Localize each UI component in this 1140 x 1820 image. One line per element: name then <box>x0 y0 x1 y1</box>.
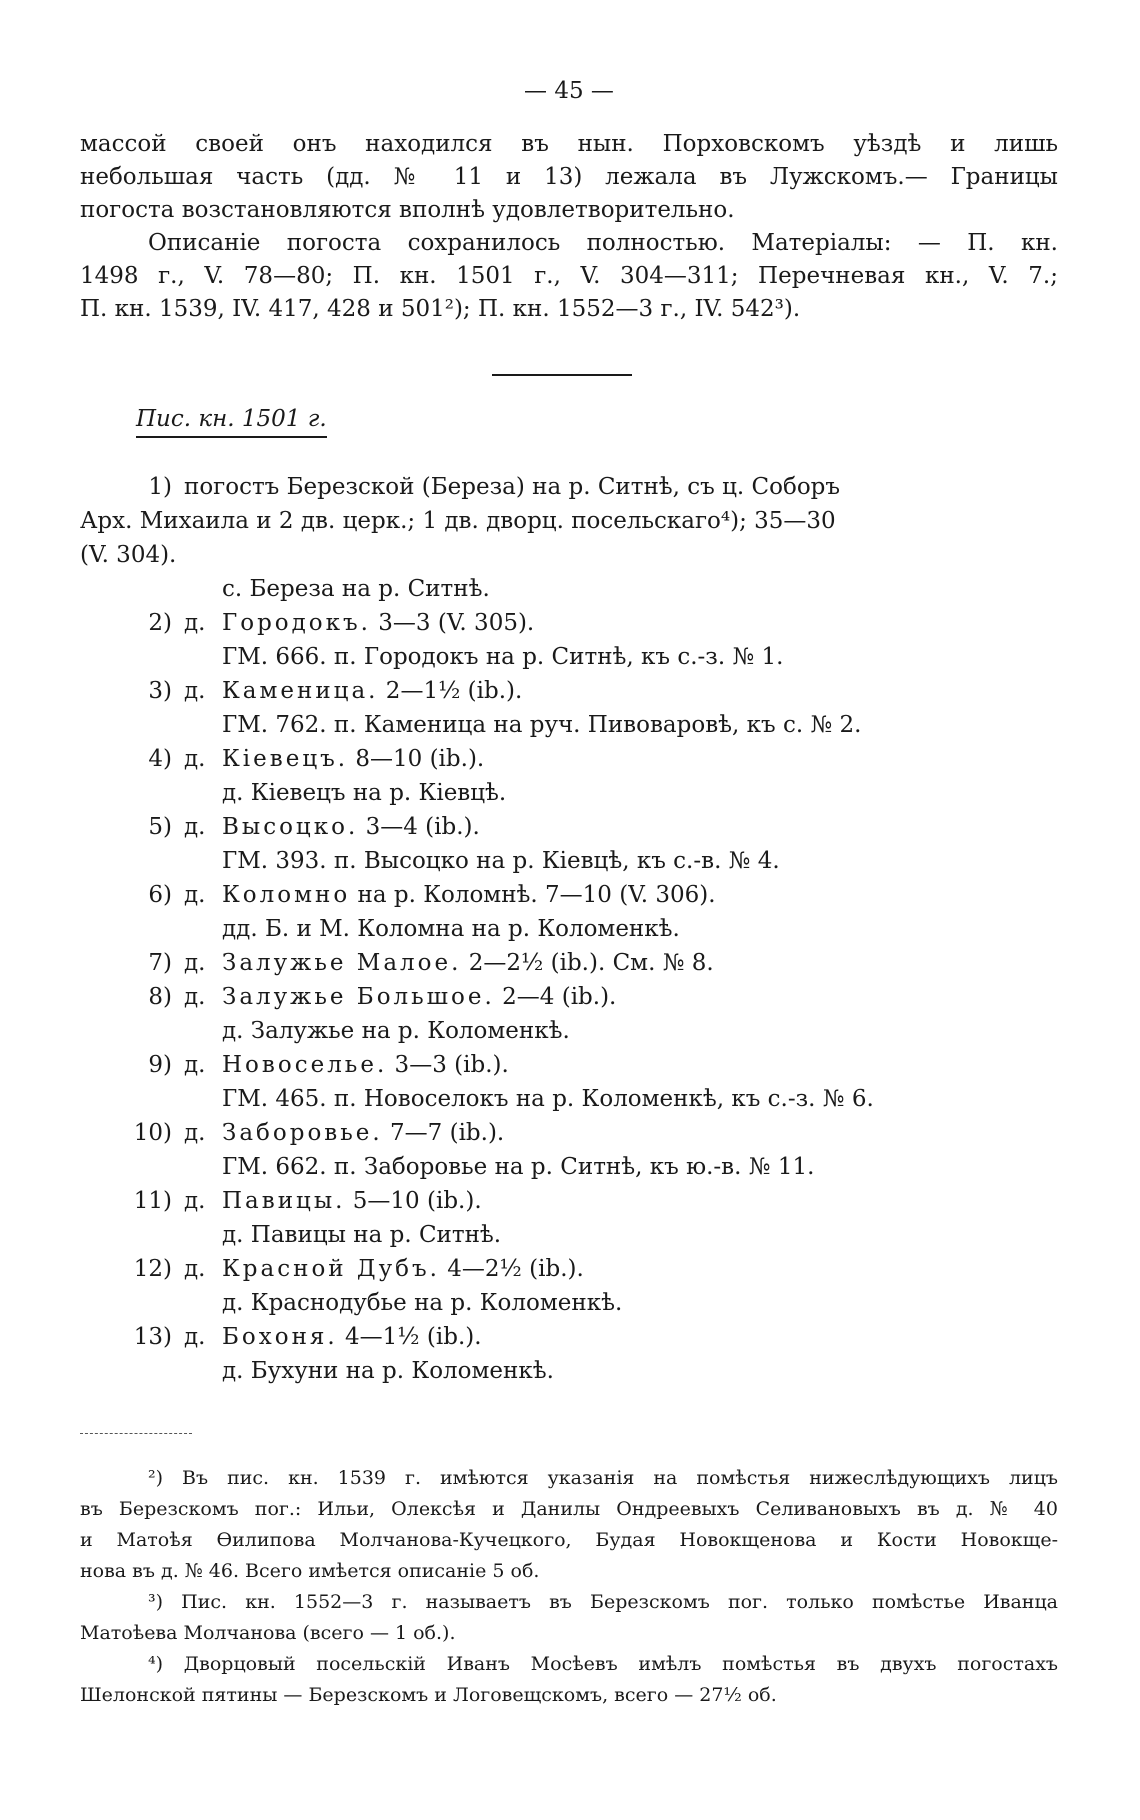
entry-modern-name <box>80 1354 1058 1388</box>
entry-type: д. <box>184 950 206 976</box>
entry-type: д. <box>184 1324 206 1350</box>
entry-text: (V. 304). <box>80 542 177 568</box>
entry-line <box>80 810 1058 844</box>
village-entry <box>80 606 1058 674</box>
village-name: Высоцко. <box>222 814 359 840</box>
entry-type: д. <box>184 678 206 704</box>
village-entry <box>80 1116 1058 1184</box>
footnote-line: Матоѣева Молчанова (всего — 1 об.). <box>80 1622 456 1644</box>
intro-line: массой своей онъ находился въ нын. Порховскомъ уѣздѣ и лишь <box>80 131 1058 157</box>
intro-line: П. кн. 1539, IV. 417, 428 и 501²); П. кн. 1552—3 г., IV. 542³). <box>80 296 801 322</box>
footnote-line: въ Березскомъ пог.: Ильи, Олексѣя и Данилы Ондреевыхъ Селивановыхъ въ д. № 40 <box>80 1498 1058 1520</box>
footnote-2 <box>80 1465 1058 1585</box>
modern-name-text: д. Краснодубье на р. Коломенкѣ. <box>222 1290 623 1316</box>
entry-type: д. <box>184 814 206 840</box>
entry-type: д. <box>184 882 206 908</box>
modern-name-text: ГМ. 762. п. Каменица на руч. Пивоваровѣ, къ с. № 2. <box>222 712 862 738</box>
entry-number: 9) <box>148 1052 172 1078</box>
entry-line <box>80 1320 1058 1354</box>
entry-modern-name <box>80 776 1058 810</box>
entry-text <box>222 1184 482 1218</box>
entry-type: д. <box>184 1188 206 1214</box>
entry-modern-name <box>80 1150 1058 1184</box>
village-details: 2—1½ (ib.). <box>378 678 523 704</box>
village-name: Павицы. <box>222 1188 346 1214</box>
entry-number: 3) <box>148 678 172 704</box>
entry-text: Арх. Михаила и 2 дв. церк.; 1 дв. дворц. посельскаго⁴); 35—30 <box>80 508 836 534</box>
intro-line: 1498 г., V. 78—80; П. кн. 1501 г., V. 304—311; Перечневая кн., V. 7.; <box>80 263 1058 289</box>
entry-text <box>222 1320 482 1354</box>
entry-text <box>222 1252 584 1286</box>
entry-modern-name <box>80 1218 1058 1252</box>
village-name: Городокъ. <box>222 610 371 636</box>
entry-number: 8) <box>148 984 172 1010</box>
village-details: 4—1½ (ib.). <box>337 1324 482 1350</box>
village-entry <box>80 674 1058 742</box>
entry-modern-name <box>80 1014 1058 1048</box>
village-entry <box>80 1320 1058 1388</box>
modern-name-text: ГМ. 465. п. Новоселокъ на р. Коломенкѣ, къ с.-з. № 6. <box>222 1086 874 1112</box>
footnote-4 <box>80 1651 1058 1709</box>
entry-line <box>80 470 1058 504</box>
intro-line: Описаніе погоста сохранилось полностью. Матеріалы: — П. кн. <box>148 230 1058 256</box>
footnote-line: нова въ д. № 46. Всего имѣется описаніе 5 об. <box>80 1560 540 1582</box>
footnote-line: ³) Пис. кн. 1552—3 г. называетъ въ Березскомъ пог. только помѣстье Иванца <box>148 1591 1058 1613</box>
entry-text <box>222 606 534 640</box>
village-details: 2—2½ (ib.). См. № 8. <box>461 950 714 976</box>
entry-text <box>222 946 714 980</box>
village-name: Красной Дубъ. <box>222 1256 440 1282</box>
entry-type: д. <box>184 1120 206 1146</box>
entry-line <box>80 1252 1058 1286</box>
section-divider <box>492 374 632 376</box>
village-details: 2—4 (ib.). <box>494 984 617 1010</box>
entry-modern-name <box>80 640 1058 674</box>
entry-line <box>80 742 1058 776</box>
page-number: — 45 — <box>524 78 614 104</box>
entry-line <box>80 504 1058 538</box>
entry-text <box>222 1048 509 1082</box>
intro-text <box>80 128 1058 326</box>
entry-line <box>80 606 1058 640</box>
entry-line <box>80 1184 1058 1218</box>
intro-line: погоста возстановляются вполнѣ удовлетворительно. <box>80 197 735 223</box>
village-name: Каменица. <box>222 678 379 704</box>
entry-text: погостъ Березской (Береза) на р. Ситнѣ, съ ц. Соборъ <box>184 474 841 500</box>
entry-number: 6) <box>148 882 172 908</box>
entry-type: д. <box>184 746 206 772</box>
entry-type: д. <box>184 1256 206 1282</box>
village-entry <box>80 980 1058 1048</box>
footnotes <box>80 1465 1058 1713</box>
modern-name-text: ГМ. 393. п. Высоцко на р. Кіевцѣ, къ с.-в. № 4. <box>222 848 780 874</box>
entry-number: 7) <box>148 950 172 976</box>
entry-modern-name <box>80 1286 1058 1320</box>
village-entry <box>80 742 1058 810</box>
footnote-line: Шелонской пятины — Березскомъ и Логовещскомъ, всего — 27½ об. <box>80 1684 777 1706</box>
footnote-line: и Матоѣя Ѳилипова Молчанова-Кучецкого, Будая Новокщенова и Кости Новокще- <box>80 1529 1058 1551</box>
entry-line <box>80 878 1058 912</box>
entry-modern-name <box>80 708 1058 742</box>
modern-name-text: ГМ. 662. п. Заборовье на р. Ситнѣ, къ ю.-в. № 11. <box>222 1154 815 1180</box>
village-details: 3—4 (ib.). <box>358 814 480 840</box>
footnote-3 <box>80 1589 1058 1647</box>
village-name: Заборовье. <box>222 1120 383 1146</box>
entry-number: 2) <box>148 610 172 636</box>
village-entry <box>80 946 1058 980</box>
entry-line <box>80 674 1058 708</box>
entry-type: д. <box>184 984 206 1010</box>
entry-line <box>80 980 1058 1014</box>
modern-name-text: дд. Б. и М. Коломна на р. Коломенкѣ. <box>222 916 680 942</box>
entry-modern-name <box>80 1082 1058 1116</box>
entry-type: д. <box>184 610 206 636</box>
section-title: Пис. кн. 1501 г. <box>136 404 327 438</box>
entry-modern-name <box>80 844 1058 878</box>
entry-modern-name: с. Береза на р. Ситнѣ. <box>222 576 490 602</box>
village-name: Коломно <box>222 882 351 908</box>
entry-text <box>222 810 480 844</box>
entry-line <box>80 1048 1058 1082</box>
footnote-line: ²) Въ пис. кн. 1539 г. имѣются указанія на помѣстья нижеслѣдующихъ лицъ <box>148 1467 1058 1489</box>
village-name: Кіевецъ. <box>222 746 349 772</box>
village-entry <box>80 810 1058 878</box>
entry-text <box>222 878 716 912</box>
entry-text <box>222 674 522 708</box>
entry-type: д. <box>184 1052 206 1078</box>
village-details: 4—2½ (ib.). <box>439 1256 584 1282</box>
entry-line <box>80 946 1058 980</box>
village-details: 8—10 (ib.). <box>348 746 485 772</box>
village-details: 3—3 (ib.). <box>387 1052 509 1078</box>
village-entry <box>80 1048 1058 1116</box>
modern-name-text: ГМ. 666. п. Городокъ на р. Ситнѣ, къ с.-з. № 1. <box>222 644 784 670</box>
village-entries <box>80 606 1058 1388</box>
village-name: Новоселье. <box>222 1052 388 1078</box>
village-entry <box>80 1184 1058 1252</box>
entry-number: 12) <box>133 1256 172 1282</box>
modern-name-text: д. Бухуни на р. Коломенкѣ. <box>222 1358 554 1384</box>
village-details: на р. Коломнѣ. 7—10 (V. 306). <box>350 882 716 908</box>
entry-number: 11) <box>133 1188 172 1214</box>
entry-number: 13) <box>133 1324 172 1350</box>
entry-line <box>80 1116 1058 1150</box>
village-details: 5—10 (ib.). <box>345 1188 482 1214</box>
village-entry <box>80 878 1058 946</box>
entry-number: 4) <box>148 746 172 772</box>
village-details: 7—7 (ib.). <box>382 1120 505 1146</box>
entry-line <box>80 538 1058 572</box>
entry-1 <box>80 470 1058 606</box>
footnote-divider <box>80 1433 192 1434</box>
entry-list <box>80 470 1058 1388</box>
village-entry <box>80 1252 1058 1320</box>
entry-number: 1) <box>148 474 172 500</box>
village-details: 3—3 (V. 305). <box>370 610 535 636</box>
entry-text <box>222 1116 504 1150</box>
intro-line: небольшая часть (дд. № 11 и 13) лежала въ Лужскомъ.— Границы <box>80 164 1058 190</box>
entry-number: 10) <box>133 1120 172 1146</box>
footnote-line: ⁴) Дворцовый посельскій Иванъ Мосѣевъ имѣлъ помѣстья въ двухъ погостахъ <box>148 1653 1058 1675</box>
entry-text <box>222 742 484 776</box>
village-name: Залужье Большое. <box>222 984 495 1010</box>
modern-name-text: д. Кіевецъ на р. Кіевцѣ. <box>222 780 507 806</box>
entry-text <box>222 980 616 1014</box>
village-name: Залужье Малое. <box>222 950 462 976</box>
village-name: Бохоня. <box>222 1324 338 1350</box>
entry-number: 5) <box>148 814 172 840</box>
modern-name-text: д. Павицы на р. Ситнѣ. <box>222 1222 502 1248</box>
entry-modern-name <box>80 912 1058 946</box>
modern-name-text: д. Залужье на р. Коломенкѣ. <box>222 1018 570 1044</box>
